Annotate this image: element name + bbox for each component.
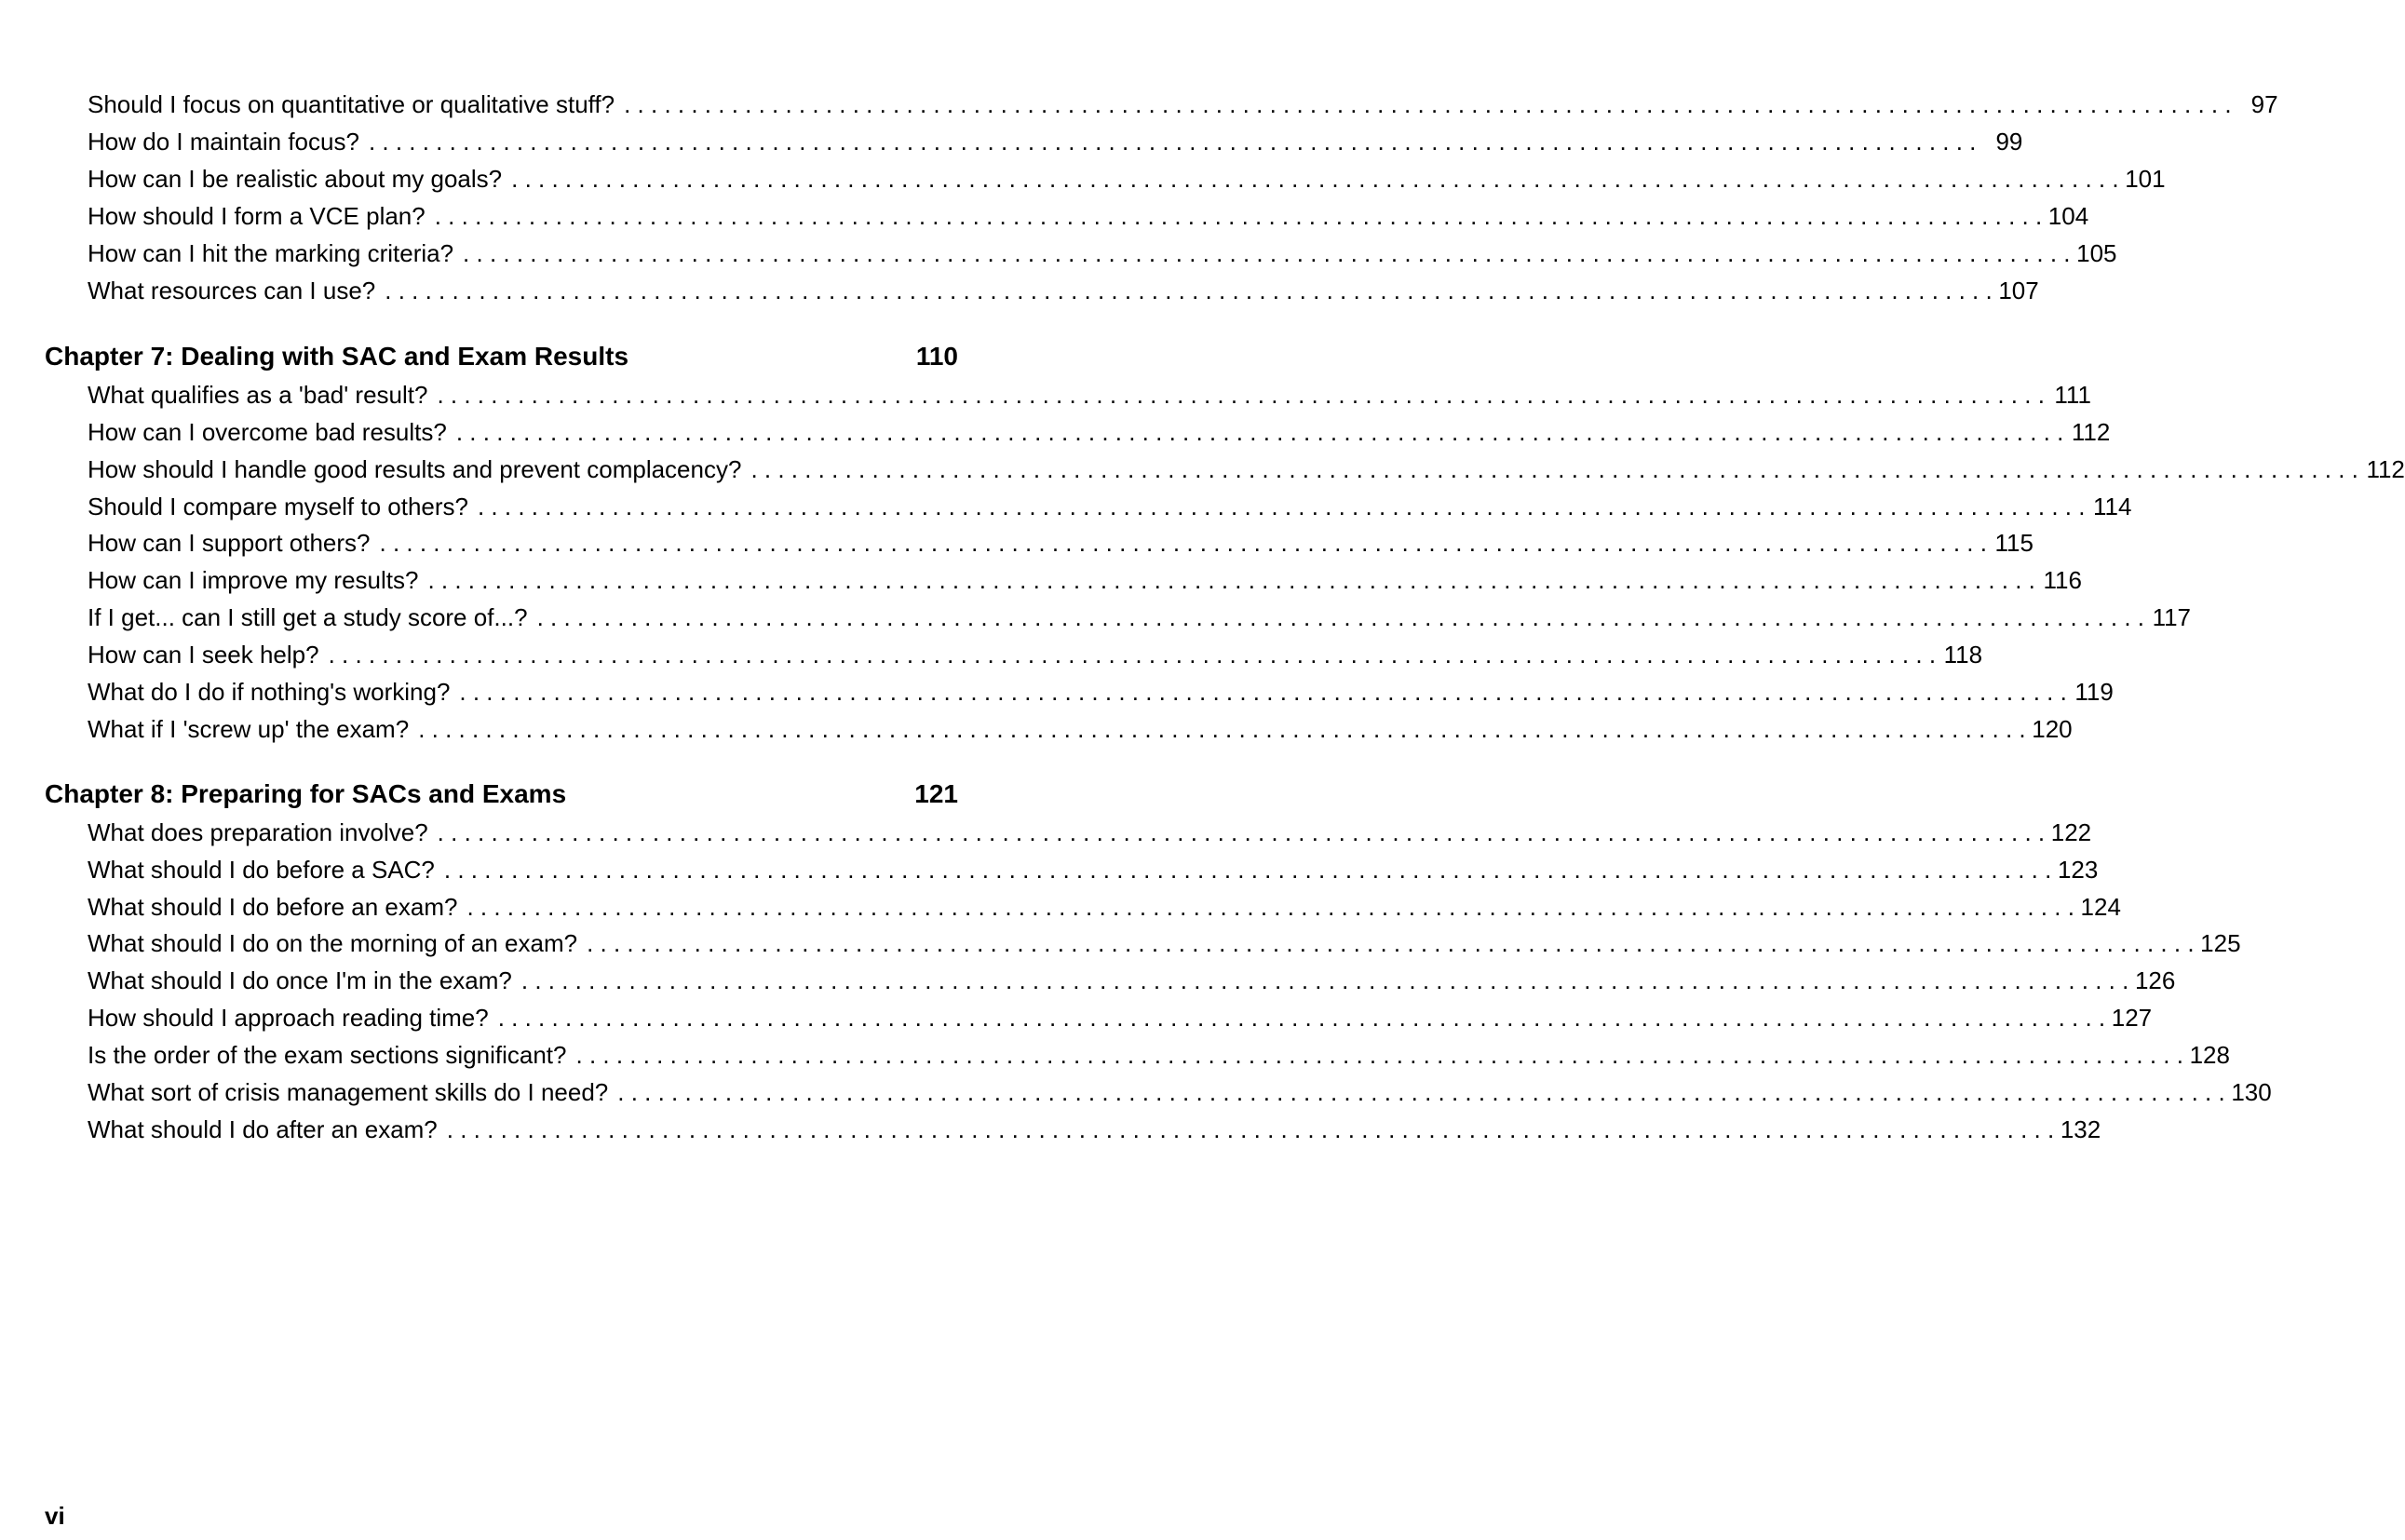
toc-entry-page: 127 [2111,1004,2153,1032]
toc-entry-page: 112 [2071,418,2111,446]
toc-entry-title: How can I hit the marking criteria? [88,239,454,267]
toc-entry-title: How should I approach reading time? [88,1004,489,1032]
toc-entry-page: 118 [1943,641,1983,669]
toc-entry[interactable] [88,376,2091,413]
dot-leader: . . . . . . . . . . . . . . . . . . . . . . . . . . . . . . . . . . . . . . . . . . . . . . . . . . . . . . . . . . . . . . . . . . . . . . . . . . . . . . . . . . . . . . . . . . . . . . . . . . . . . . . . . . . . . . . . . . . . . . . . [575,1041,2183,1069]
toc-entry-title: How should I form a VCE plan? [88,202,426,230]
chapter-page: 110 [915,342,958,371]
toc-entry-title: How do I maintain focus? [88,128,359,155]
chapter-heading[interactable] [45,338,958,375]
toc-entry-page: 132 [2060,1115,2101,1143]
toc-entry[interactable] [88,599,2192,636]
toc-entry-page: 126 [2134,966,2176,994]
toc-entry[interactable] [88,197,2089,235]
chapter-title: Chapter 8: Preparing for SACs and Exams [45,779,567,808]
dot-leader: . . . . . . . . . . . . . . . . . . . . . . . . . . . . . . . . . . . . . . . . . . . . . . . . . . . . . . . . . . . . . . . . . . . . . . . . . . . . . . . . . . . . . . . . . . . . . . . . . . . . . . . . . . . . . . . . . . . . . . . . [463,239,2071,267]
toc-entry-page: 122 [2050,818,2092,846]
toc-entry-title: What should I do once I'm in the exam? [88,966,512,994]
toc-entry[interactable] [88,488,2132,525]
toc-entry-page: 112 [2366,455,2405,483]
toc-entry-title: Is the order of the exam sections significant? [88,1041,567,1069]
dot-leader: . . . . . . . . . . . . . . . . . . . . . . . . . . . . . . . . . . . . . . . . . . . . . . . . . . . . . . . . . . . . . . . . . . . . . . . . . . . . . . . . . . . . . . . . . . . . . . . . . . . . . . . . . . . . . . . . . . . . . . . . [497,1004,2106,1032]
toc-entry[interactable] [88,524,2033,561]
toc-entry-page: 107 [1998,277,2039,304]
toc-entry-title: How can I overcome bad results? [88,418,447,446]
toc-entry[interactable] [88,673,2114,710]
toc-entry[interactable] [88,925,2241,962]
dot-leader: . . . . . . . . . . . . . . . . . . . . . . . . . . . . . . . . . . . . . . . . . . . . . . . . . . . . . . . . . . . . . . . . . . . . . . . . . . . . . . . . . . . . . . . . . . . . . . . . . . . . . . . . . . . . . . . . . . . . . . . . [434,202,2043,230]
dot-leader: . . . . . . . . . . . . . . . . . . . . . . . . . . . . . . . . . . . . . . . . . . . . . . . . . . . . . . . . . . . . . . . . . . . . . . . . . . . . . . . . . . . . . . . . . . . . . . . . . . . . . . . . . . . . . . . . . . . . . . . . [437,818,2046,846]
dot-leader: . . . . . . . . . . . . . . . . . . . . . . . . . . . . . . . . . . . . . . . . . . . . . . . . . . . . . . . . . . . . . . . . . . . . . . . . . . . . . . . . . . . . . . . . . . . . . . . . . . . . . . . . . . . . . . . . . . . . . . . . [617,1078,2225,1106]
toc-entry-page: 120 [2032,715,2073,743]
dot-leader: . . . . . . . . . . . . . . . . . . . . . . . . . . . . . . . . . . . . . . . . . . . . . . . . . . . . . . . . . . . . . . . . . . . . . . . . . . . . . . . . . . . . . . . . . . . . . . . . . . . . . . . . . . . . . . . . . . . . . . . . [427,566,2035,594]
toc-entry[interactable] [88,888,2121,925]
page-folio: vi [45,1502,65,1530]
toc-entry-title: What if I 'screw up' the exam? [88,715,410,743]
dot-leader: . . . . . . . . . . . . . . . . . . . . . . . . . . . . . . . . . . . . . . . . . . . . . . . . . . . . . . . . . . . . . . . . . . . . . . . . . . . . . . . . . . . . . . . . . . . . . . . . . . . . . . . . . . . . . . . . . . . . . . . . [418,715,2026,743]
toc-entry[interactable] [88,235,2117,272]
toc-entry-title: How should I handle good results and prevent complacency? [88,455,742,483]
dot-leader: . . . . . . . . . . . . . . . . . . . . . . . . . . . . . . . . . . . . . . . . . . . . . . . . . . . . . . . . . . . . . . . . . . . . . . . . . . . . . . . . . . . . . . . . . . . . . . . . . . . . . . . . . . . . . . . . . . . . . . . . [477,493,2086,520]
toc-entry[interactable] [88,272,2039,309]
dot-leader: . . . . . . . . . . . . . . . . . . . . . . . . . . . . . . . . . . . . . . . . . . . . . . . . . . . . . . . . . . . . . . . . . . . . . . . . . . . . . . . . . . . . . . . . . . . . . . . . . . . . . . . . . . . . . . . . . . . . . . . . [446,1115,2055,1143]
dot-leader: . . . . . . . . . . . . . . . . . . . . . . . . . . . . . . . . . . . . . . . . . . . . . . . . . . . . . . . . . . . . . . . . . . . . . . . . . . . . . . . . . . . . . . . . . . . . . . . . . . . . . . . . . . . . . . . . . . . . . . . . [443,856,2052,884]
toc-entry-title: How can I be realistic about my goals? [88,165,503,193]
dot-leader: . . . . . . . . . . . . . . . . . . . . . . . . . . . . . . . . . . . . . . . . . . . . . . . . . . . . . . . . . . . . . . . . . . . . . . . . . . . . . . . . . . . . . . . . . . . . . . . . . . . . . . . . . . . . . . . . . . . . . . . . [328,641,1937,669]
toc-entry[interactable] [88,561,2082,599]
toc-entry-title: What should I do on the morning of an exam? [88,929,578,957]
toc-entry-page: 116 [2043,566,2082,594]
dot-leader: . . . . . . . . . . . . . . . . . . . . . . . . . . . . . . . . . . . . . . . . . . . . . . . . . . . . . . . . . . . . . . . . . . . . . . . . . . . . . . . . . . . . . . . . . . . . . . . . . . . . . . . . . . . . . . . . . . . . . . . . [536,603,2145,631]
toc-entry-page: 105 [2076,239,2117,267]
toc-entry-page: 99 [1995,128,2023,155]
toc-entry[interactable] [88,451,2405,488]
toc-entry[interactable] [88,851,2099,888]
dot-leader: . . . . . . . . . . . . . . . . . . . . . . . . . . . . . . . . . . . . . . . . . . . . . . . . . . . . . . . . . . . . . . . . . . . . . . . . . . . . . . . . . . . . . . . . . . . . . . . . . . . . . . . . . . . . . . . . . . . . . . . . [437,381,2045,409]
dot-leader: . . . . . . . . . . . . . . . . . . . . . . . . . . . . . . . . . . . . . . . . . . . . . . . . . . . . . . . . . . . . . . . . . . . . . . . . . . . . . . . . . . . . . . . . . . . . . . . . . . . . . . . . . . . . . . . . . . . . . . . . [368,128,1977,155]
toc-entry-page: 114 [2092,493,2132,520]
toc-entry[interactable] [88,123,2023,160]
toc-entry[interactable] [88,160,2166,197]
toc-entry-page: 125 [2200,929,2241,957]
toc-entry-title: What should I do after an exam? [88,1115,438,1143]
toc-entry-title: What resources can I use? [88,277,376,304]
toc-entry[interactable] [88,636,1983,673]
toc-entry[interactable] [88,413,2111,451]
toc-entry-title: How can I improve my results? [88,566,419,594]
toc-entry-page: 124 [2080,893,2121,921]
toc-entry-title: What qualifies as a 'bad' result? [88,381,428,409]
toc-entry-page: 117 [2152,603,2192,631]
toc-entry-page: 130 [2231,1078,2272,1106]
dot-leader: . . . . . . . . . . . . . . . . . . . . . . . . . . . . . . . . . . . . . . . . . . . . . . . . . . . . . . . . . . . . . . . . . . . . . . . . . . . . . . . . . . . . . . . . . . . . . . . . . . . . . . . . . . . . . . . . . . . . . . . . [385,277,1993,304]
toc-entry-title: Should I compare myself to others? [88,493,468,520]
toc-entry-title: What should I do before a SAC? [88,856,435,884]
toc-entry-page: 101 [2125,165,2166,193]
toc-entry[interactable] [88,86,2278,123]
dot-leader: . . . . . . . . . . . . . . . . . . . . . . . . . . . . . . . . . . . . . . . . . . . . . . . . . . . . . . . . . . . . . . . . . . . . . . . . . . . . . . . . . . . . . . . . . . . . . . . . . . . . . . . . . . . . . . . . . . . . . . . . [511,165,2119,193]
dot-leader: . . . . . . . . . . . . . . . . . . . . . . . . . . . . . . . . . . . . . . . . . . . . . . . . . . . . . . . . . . . . . . . . . . . . . . . . . . . . . . . . . . . . . . . . . . . . . . . . . . . . . . . . . . . . . . . . . . . . . . . . [520,966,2129,994]
dot-leader: . . . . . . . . . . . . . . . . . . . . . . . . . . . . . . . . . . . . . . . . . . . . . . . . . . . . . . . . . . . . . . . . . . . . . . . . . . . . . . . . . . . . . . . . . . . . . . . . . . . . . . . . . . . . . . . . . . . . . . . . [459,678,2067,706]
toc-entry[interactable] [88,710,2073,748]
dot-leader: . . . . . . . . . . . . . . . . . . . . . . . . . . . . . . . . . . . . . . . . . . . . . . . . . . . . . . . . . . . . . . . . . . . . . . . . . . . . . . . . . . . . . . . . . . . . . . . . . . . . . . . . . . . . . . . . . . . . . . . . [379,529,1987,557]
toc-entry-page: 128 [2189,1041,2230,1069]
toc-entry-page: 104 [2047,202,2089,230]
toc-entry-page: 111 [2054,381,2091,409]
toc-entry-title: Should I focus on quantitative or qualitative stuff? [88,90,615,118]
toc-entry[interactable] [88,814,2092,851]
chapter-heading[interactable] [45,776,958,813]
chapter-page: 121 [914,779,958,808]
toc-entry[interactable] [88,1036,2230,1074]
dot-leader: . . . . . . . . . . . . . . . . . . . . . . . . . . . . . . . . . . . . . . . . . . . . . . . . . . . . . . . . . . . . . . . . . . . . . . . . . . . . . . . . . . . . . . . . . . . . . . . . . . . . . . . . . . . . . . . . . . . . . . . . [624,90,2232,118]
toc-entry-title: What does preparation involve? [88,818,428,846]
toc-entry-title: How can I support others? [88,529,371,557]
dot-leader: . . . . . . . . . . . . . . . . . . . . . . . . . . . . . . . . . . . . . . . . . . . . . . . . . . . . . . . . . . . . . . . . . . . . . . . . . . . . . . . . . . . . . . . . . . . . . . . . . . . . . . . . . . . . . . . . . . . . . . . . [466,893,2074,921]
toc-entry[interactable] [88,999,2153,1036]
toc-entry-title: What do I do if nothing's working? [88,678,451,706]
dot-leader: . . . . . . . . . . . . . . . . . . . . . . . . . . . . . . . . . . . . . . . . . . . . . . . . . . . . . . . . . . . . . . . . . . . . . . . . . . . . . . . . . . . . . . . . . . . . . . . . . . . . . . . . . . . . . . . . . . . . . . . . [750,455,2358,483]
dot-leader: . . . . . . . . . . . . . . . . . . . . . . . . . . . . . . . . . . . . . . . . . . . . . . . . . . . . . . . . . . . . . . . . . . . . . . . . . . . . . . . . . . . . . . . . . . . . . . . . . . . . . . . . . . . . . . . . . . . . . . . . [455,418,2064,446]
toc-entry[interactable] [88,1111,2101,1148]
toc-entry-page: 123 [2057,856,2099,884]
toc-entry-page: 119 [2074,678,2114,706]
toc-entry-title: What sort of crisis management skills do I need? [88,1078,609,1106]
toc-entry-title: What should I do before an exam? [88,893,458,921]
toc-entry[interactable] [88,1074,2272,1111]
chapter-title: Chapter 7: Dealing with SAC and Exam Results [45,342,629,371]
toc-entry-title: How can I seek help? [88,641,319,669]
dot-leader: . . . . . . . . . . . . . . . . . . . . . . . . . . . . . . . . . . . . . . . . . . . . . . . . . . . . . . . . . . . . . . . . . . . . . . . . . . . . . . . . . . . . . . . . . . . . . . . . . . . . . . . . . . . . . . . . . . . . . . . . [587,929,2195,957]
toc-entry-page: 97 [2250,90,2278,118]
toc-entry-page: 115 [1994,529,2033,557]
toc-entry-title: If I get... can I still get a study score of...? [88,603,528,631]
toc-entry[interactable] [88,962,2176,999]
